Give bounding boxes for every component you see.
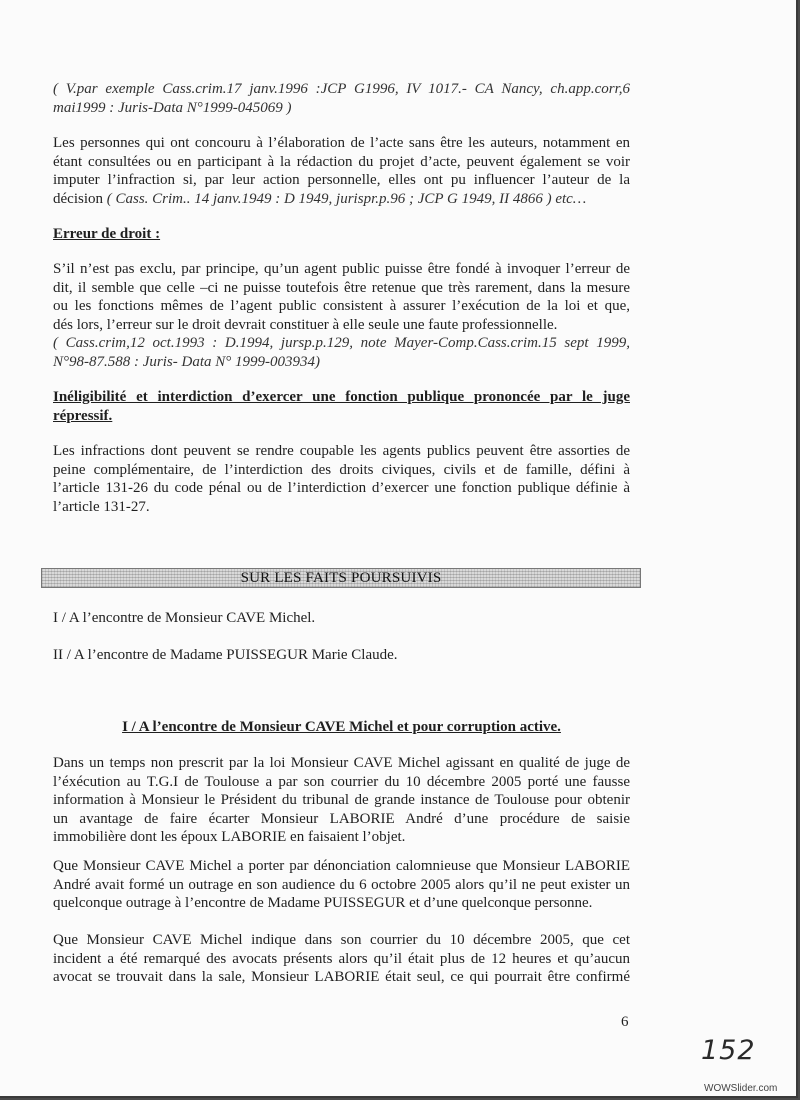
paragraph-line: Les personnes qui ont concouru à l’élaboration de l’acte sans être les auteurs, notamment en: [53, 135, 630, 151]
inline-citation: ( Cass. Crim.. 14 janv.1949 : D 1949, jurispr.p.96 ; JCP G 1949, II 4866 ) etc…: [103, 190, 587, 207]
paragraph-line: incident a été remarqué des avocats présents alors qu’il était plus de 12 heures et qu’aucun: [53, 950, 630, 967]
heading-line: Inéligibilité et interdiction d’exercer une fonction publique prononcée par le juge: [53, 389, 630, 405]
paragraph-line: dit, il semble que celle –ci ne puisse toutefois être retenue que très rarement, dans la mesure: [53, 279, 630, 296]
handwritten-page-number: 152: [701, 1035, 756, 1066]
paragraph-line: peine complémentaire, de l’interdiction des droits civiques, civils et de famille, défini à: [53, 461, 630, 478]
paragraph-line: S’il n’est pas exclu, par principe, qu’un agent public puisse être fondé à invoquer l’erreur de: [53, 261, 630, 277]
heading-line: répressif.: [53, 407, 113, 424]
heading-cave-corruption: I / A l’encontre de Monsieur CAVE Michel et pour corruption active.: [122, 719, 561, 735]
paragraph-incident: [53, 931, 630, 987]
paragraph-infractions: [53, 442, 630, 516]
paragraph-line: André avait formé un outrage en son audience du 6 octobre 2005 alors qu’il ne peut exister un: [53, 876, 630, 893]
paragraph-line: imputer l’infraction si, par leur action personnelle, elles ont pu influencer l’auteur de la: [53, 172, 630, 189]
paragraph-line: Que Monsieur CAVE Michel indique dans son courrier du 10 décembre 2005, que cet: [53, 932, 630, 948]
paragraph-erreur-de-droit: [53, 260, 630, 334]
section-banner-title: SUR LES FAITS POURSUIVIS: [240, 570, 442, 586]
list-item: I / A l’encontre de Monsieur CAVE Michel.: [53, 610, 316, 626]
citation-line: ( Cass.crim,12 oct.1993 : D.1994, jursp.p.129, note Mayer-Comp.Cass.crim.15 sept 1999,: [53, 335, 630, 351]
paragraph-line: quelconque outrage à l’encontre de Madame PUISSEGUR et d’une quelconque personne.: [53, 895, 593, 912]
paragraph-line: l’article 131-27.: [53, 498, 150, 515]
paragraph-line-with-citation: [53, 190, 630, 209]
paragraph-line: avocat se trouvait dans la sale, Monsieur LABORIE était seul, ce qui pourrait être confirmé: [53, 969, 630, 986]
paragraph-line: étant consultées ou en participant à la rédaction du projet d’acte, peuvent également se voir: [53, 153, 630, 170]
paragraph-denonciation: [53, 857, 630, 913]
paragraph-line: l’éxécution au T.G.I de Toulouse a par son courrier du 10 décembre 2005 porté une fausse: [53, 773, 630, 790]
watermark: WOWSlider.com: [704, 1083, 778, 1094]
citation-line: N°98-87.588 : Juris- Data N° 1999-003934): [53, 353, 320, 370]
paragraph-line: dés lors, l’erreur sur le droit devrait constituer à elle seule une faute professionnelle.: [53, 316, 558, 333]
paragraph-text: décision: [53, 190, 103, 207]
paragraph-line: ou les fonctions mêmes de l’agent public consistent à assurer l’exécution de la loi et que,: [53, 298, 630, 315]
heading-ineligibilite: [53, 388, 630, 425]
citation-line: ( V.par exemple Cass.crim.17 janv.1996 :JCP G1996, IV 1017.- CA Nancy, ch.app.corr,6: [53, 81, 630, 97]
paragraph-line: l’article 131-26 du code pénal ou de l’interdiction d’exercer une fonction publique définie à: [53, 480, 630, 497]
paragraph-cave-courrier: [53, 754, 630, 847]
paragraph-line: Que Monsieur CAVE Michel a porter par dénonciation calomnieuse que Monsieur LABORIE: [53, 858, 630, 874]
page-number: 6: [621, 1014, 629, 1030]
heading-erreur-de-droit: Erreur de droit :: [53, 226, 161, 242]
paragraph-personnes-concouru: [53, 134, 630, 208]
citation-cass-crim-1993: [53, 334, 630, 371]
section-banner: [41, 568, 641, 588]
paragraph-line: Les infractions dont peuvent se rendre coupable les agents publics peuvent être assorties de: [53, 443, 630, 459]
paragraph-line: immobilière dont les époux LABORIE en faisaient l’objet.: [53, 829, 406, 846]
paragraph-line: information à Monsieur le Président du tribunal de grande instance de Toulouse pour obtenir: [53, 792, 630, 809]
paragraph-line: un avantage de faire écarter Monsieur LABORIE André d’une procédure de saisie: [53, 810, 630, 827]
paragraph-line: Dans un temps non prescrit par la loi Monsieur CAVE Michel agissant en qualité de juge de: [53, 755, 630, 771]
list-item: II / A l’encontre de Madame PUISSEGUR Marie Claude.: [53, 647, 398, 663]
citation-line: mai1999 : Juris-Data N°1999-045069 ): [53, 99, 292, 116]
citation-cass-crim-1996: [53, 80, 630, 117]
